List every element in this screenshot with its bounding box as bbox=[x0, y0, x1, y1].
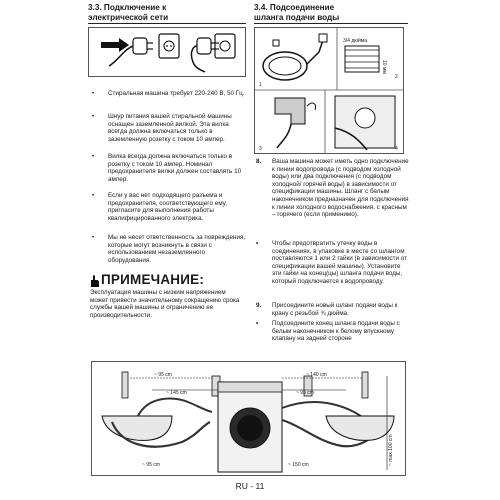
right-tap-icon bbox=[362, 372, 368, 398]
label-2: 2 bbox=[395, 74, 398, 80]
heading-rule bbox=[88, 23, 246, 24]
bullet-dot: • bbox=[256, 320, 259, 327]
section-3-4-heading: 3.4. Подсоединение шланга подачи воды bbox=[254, 3, 340, 22]
section-water-hose bbox=[254, 0, 408, 24]
label-4: 4 bbox=[395, 146, 398, 152]
bullet-dot: • bbox=[256, 240, 259, 247]
dim-vertical: ~ max 100 cm bbox=[388, 434, 394, 466]
bullet-dot: • bbox=[92, 113, 95, 120]
left-tap-icon bbox=[122, 372, 128, 398]
dim-150: ~ 150 cm bbox=[288, 462, 309, 468]
label-inch: 3/4 дюйма bbox=[343, 38, 368, 44]
note-title: ПРИМЕЧАНИЕ: bbox=[101, 272, 205, 287]
bullet-dot: • bbox=[92, 234, 95, 241]
hose-figure bbox=[254, 27, 404, 154]
left-sink-icon bbox=[102, 416, 172, 440]
plug-illustration bbox=[89, 28, 245, 76]
bullet-dot: • bbox=[92, 192, 95, 199]
label-3: 3 bbox=[259, 146, 262, 152]
socket-icon bbox=[215, 34, 235, 58]
hose-illustration bbox=[255, 28, 403, 153]
heading-rule bbox=[254, 23, 408, 24]
label-1: 1 bbox=[259, 82, 262, 88]
dim-95-left-top: ~ 95 cm bbox=[154, 372, 172, 378]
section-3-3-heading: 3.3. Подключение к электрической сети bbox=[88, 3, 169, 22]
page-number: RU - 11 bbox=[235, 481, 265, 491]
dim-145: ~ 145 cm bbox=[166, 390, 187, 396]
plug-figure bbox=[88, 27, 246, 77]
dim-95-bottom: ~ 95 cm bbox=[142, 462, 160, 468]
plug-icon bbox=[133, 38, 147, 54]
note-text: Эксплуатация машины с низким напряжением может привести значительному сокращению срока службы вашей машины и ограничению ее производительности. bbox=[90, 289, 240, 319]
arrow-icon bbox=[101, 38, 129, 52]
socket-icon bbox=[159, 34, 179, 58]
installation-illustration bbox=[92, 362, 405, 475]
plug-inserted-icon bbox=[197, 38, 211, 54]
bullet-dot: • bbox=[92, 153, 95, 160]
bullet-dot: • bbox=[92, 90, 95, 97]
label-mm: 10 мм bbox=[381, 60, 387, 74]
dim-95-right: ~ 95 cm bbox=[296, 390, 314, 396]
installation-figure bbox=[91, 361, 406, 476]
section-electrical bbox=[88, 0, 246, 24]
dim-140: ~ 140 cm bbox=[306, 372, 327, 378]
right-sink-icon bbox=[326, 416, 394, 440]
